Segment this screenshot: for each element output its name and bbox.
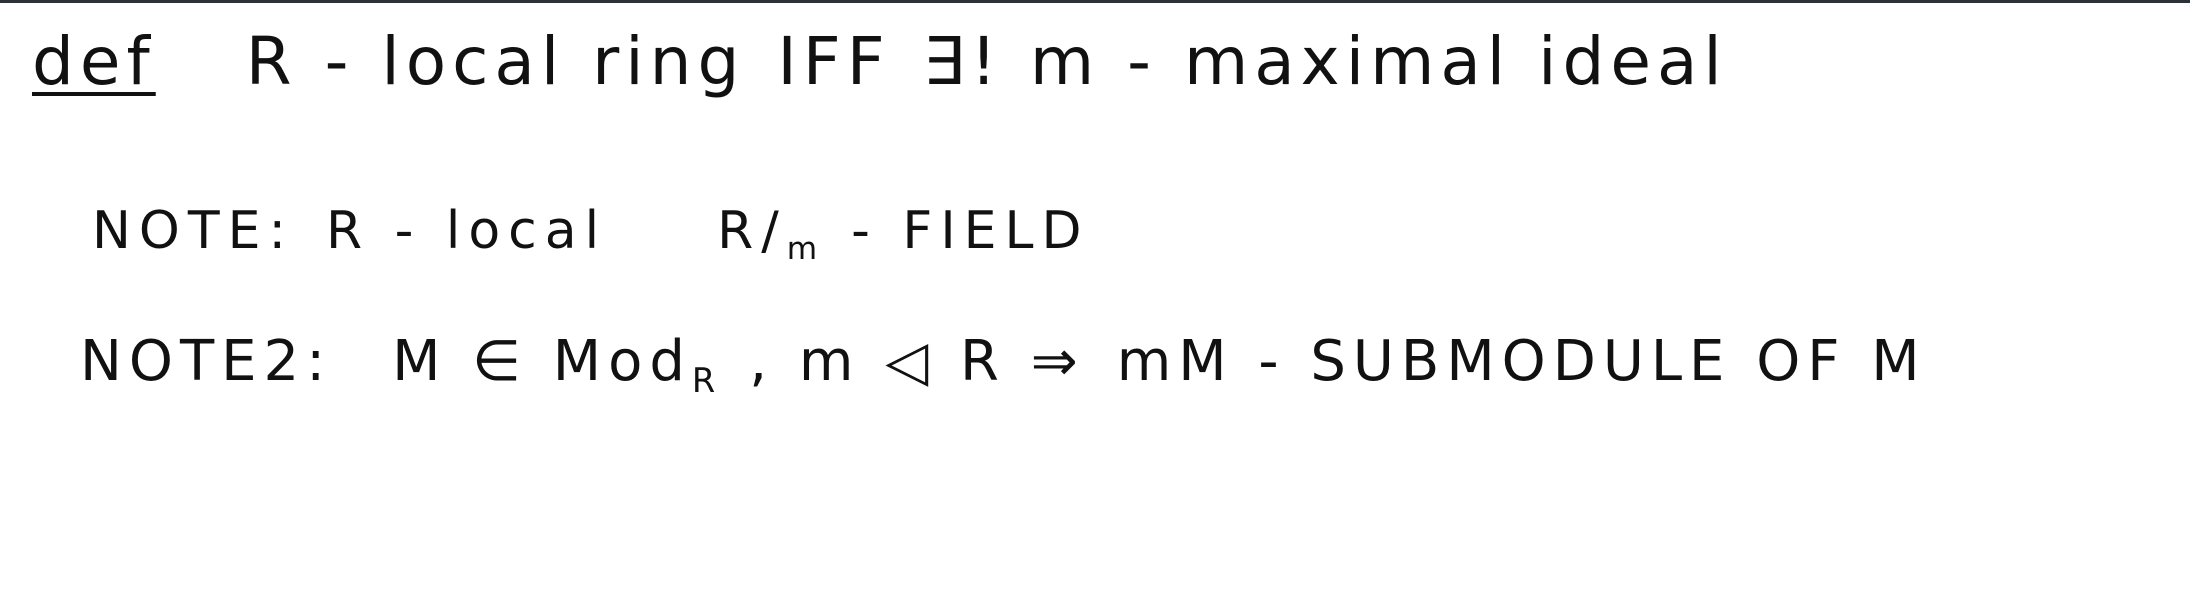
definition-line xyxy=(32,23,1728,100)
note-1-label: NOTE: xyxy=(92,201,294,261)
quotient-subscript: m xyxy=(786,230,820,267)
note-1-line xyxy=(92,201,1090,267)
quotient-base: R/ xyxy=(717,201,787,261)
note-2-conclusion: mM - SUBMODULE OF M xyxy=(1116,329,1927,394)
def-keyword: def xyxy=(32,23,156,100)
iff-keyword: IFF xyxy=(777,23,891,100)
local-ring-term: R - local ring xyxy=(245,23,746,100)
ideal-statement: , m ◁ R ⇒ xyxy=(749,329,1085,394)
note-2-line xyxy=(80,329,1927,400)
unique-maximal-ideal: ∃! m - maximal ideal xyxy=(922,23,1728,100)
whiteboard-canvas xyxy=(0,3,2190,598)
module-statement xyxy=(392,329,718,400)
note-1-conclusion: - FIELD xyxy=(851,201,1090,261)
quotient-ring xyxy=(717,201,820,267)
note-1-premise: R - local xyxy=(325,201,608,261)
module-membership: M ∈ Mod xyxy=(392,329,692,394)
module-subscript: R xyxy=(691,360,718,400)
note-2-label: NOTE2: xyxy=(80,329,333,394)
